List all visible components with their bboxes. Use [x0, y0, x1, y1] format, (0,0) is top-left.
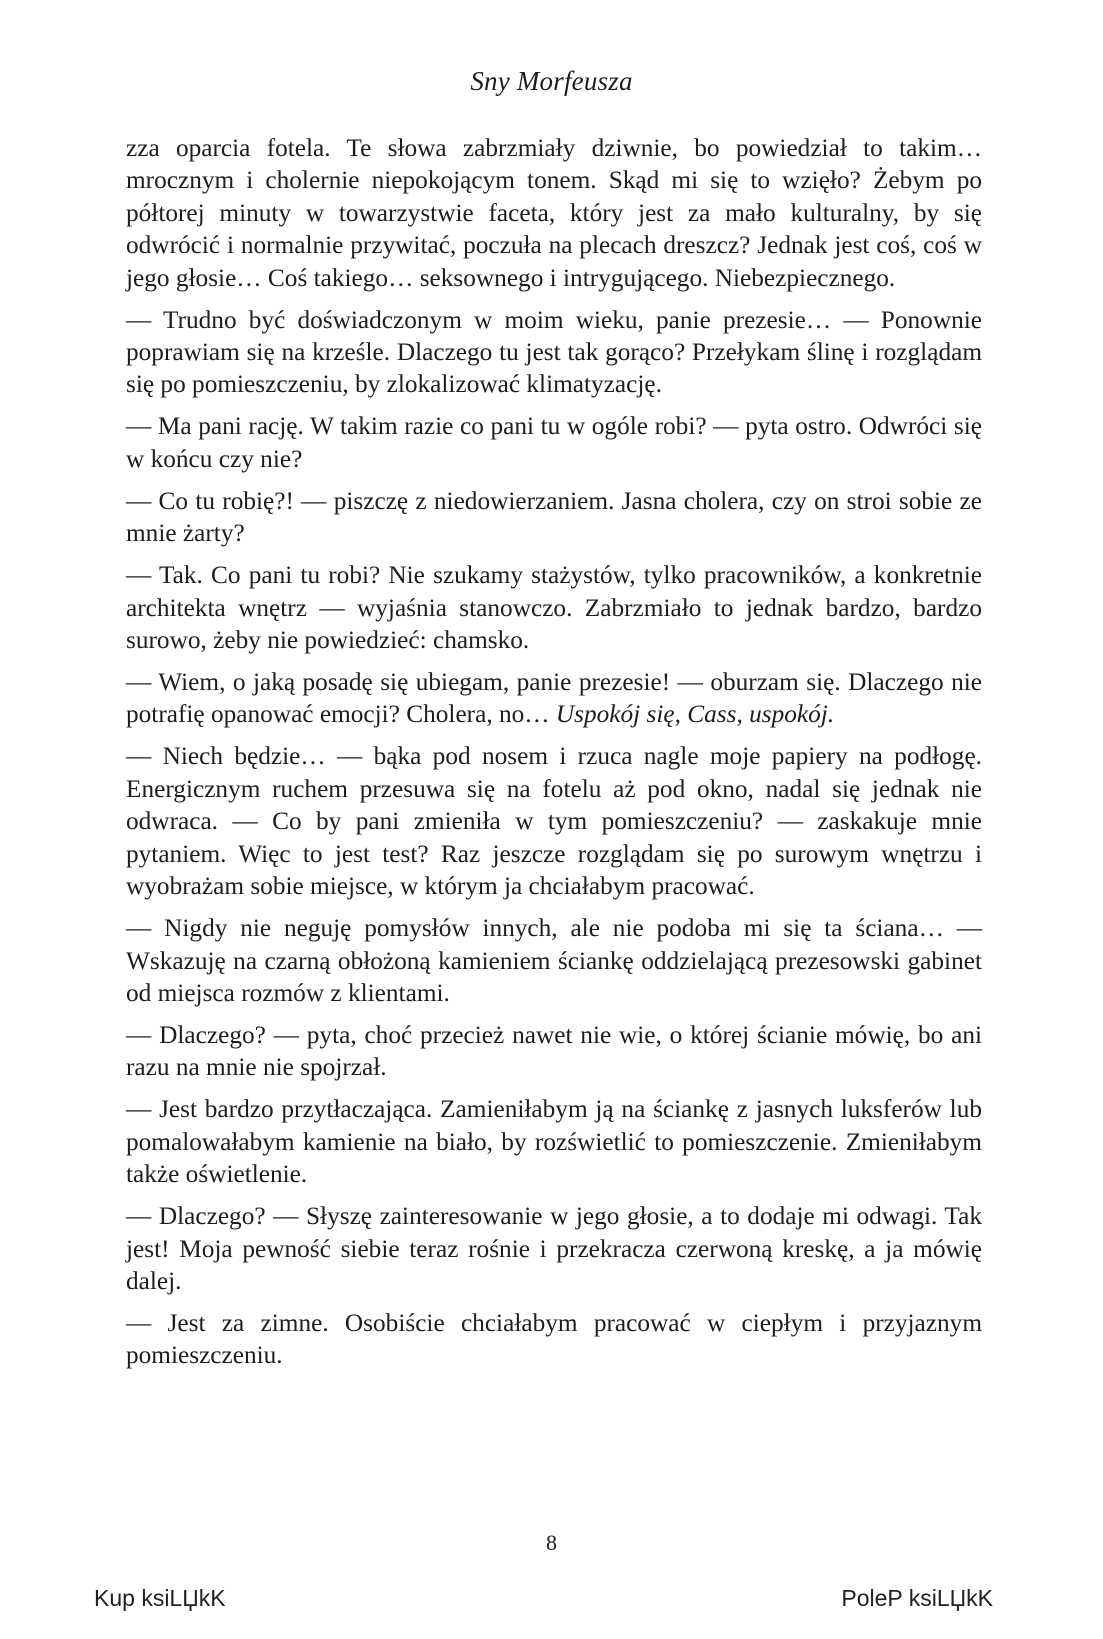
page-number: 8: [546, 1530, 557, 1555]
paragraph-text: — Nigdy nie neguję pomysłów innych, ale nie podoba mi się ta ściana… — Wskazuję na czarną obłożoną kamieniem ściankę oddzielającą prezesowski gabinet od miejsca rozmów z klientami.: [126, 914, 982, 1007]
body-text: [126, 132, 982, 1381]
paragraph: [126, 1307, 982, 1372]
paragraph: [126, 485, 982, 550]
paragraph: [126, 132, 982, 294]
paragraph: [126, 666, 982, 731]
paragraph-text: — Ma pani rację. W takim razie co pani tu w ogóle robi? — pyta ostro. Odwróci się w końcu czy nie?: [126, 412, 982, 473]
footer-recommend-link[interactable]: PoleP ksiLЏkK: [841, 1585, 993, 1611]
paragraph-text: — Wiem, o jaką posadę się ubiegam, panie prezesie! — oburzam się. Dlaczego nie potrafię opanować emocji? Cholera, no…: [126, 668, 982, 729]
paragraph: [126, 1200, 982, 1297]
paragraph-text: zza oparcia fotela. Te słowa zabrzmiały dziwnie, bo powiedział to takim… mrocznym i cholernie niepokojącym tonem. Skąd mi się to wzięło? Żebym po półtorej minuty w towarzystwie faceta, który jest za mało kulturalny, by się odwrócić i normalnie przywitać, poczuła na plecach dreszcz? Jednak jest coś, coś w jego głosie… Coś takiego… seksownego i intrygującego. Niebezpiecznego.: [126, 134, 982, 292]
paragraph: [126, 410, 982, 475]
paragraph-text: — Dlaczego? — Słyszę zainteresowanie w jego głosie, a to dodaje mi odwagi. Tak jest! Moja pewność siebie teraz rośnie i przekracza czerwoną kreskę, a ja mówię dalej.: [126, 1202, 982, 1295]
paragraph: [126, 559, 982, 656]
paragraph: [126, 912, 982, 1009]
paragraph: [126, 1019, 982, 1084]
paragraph: [126, 1093, 982, 1190]
paragraph-text: — Niech będzie… — bąka pod nosem i rzuca nagle moje papiery na podłogę. Energicznym ruchem przesuwa się na fotelu aż pod okno, nadal się jednak nie odwraca. — Co by pani zmieniła w tym pomieszczeniu? — zaskakuje mnie pytaniem. Więc to jest test? Raz jeszcze rozglądam się po surowym wnętrzu i wyobrażam sobie miejsce, w którym ja chciałabym pracować.: [126, 742, 982, 901]
paragraph-text: — Dlaczego? — pyta, choć przecież nawet nie wie, o której ścianie mówię, bo ani razu na mnie nie spojrzał.: [126, 1020, 982, 1082]
paragraph-text: — Trudno być doświadczonym w moim wieku, panie prezesie… — Ponownie poprawiam się na krześle. Dlaczego tu jest tak gorąco? Przełykam ślinę i rozglądam się po pomieszczeniu, by zlokalizować klimatyzację.: [126, 305, 982, 399]
footer-buy-link[interactable]: Kup ksiLЏkK: [94, 1585, 226, 1611]
paragraph-text: — Jest bardzo przytłaczająca. Zamieniłabym ją na ściankę z jasnych luksferów lub pomalowałabym kamienie na biało, by rozświetlić to pomieszczenie. Zmieniłabym także oświetlenie.: [126, 1095, 982, 1189]
running-head-title: Sny Morfeusza: [470, 66, 633, 96]
paragraph-text: — Jest za zimne. Osobiście chciałabym pracować w ciepłym i przyjaznym pomieszczeniu.: [126, 1308, 982, 1370]
paragraph: [126, 740, 982, 902]
paragraph-text: — Co tu robię?! — piszczę z niedowierzaniem. Jasna cholera, czy on stroi sobie ze mnie żarty?: [126, 486, 982, 548]
paragraph: [126, 304, 982, 401]
paragraph-italic-text: Uspokój się, Cass, uspokój.: [555, 700, 835, 729]
paragraph-text: — Tak. Co pani tu robi? Nie szukamy stażystów, tylko pracowników, a konkretnie architekta wnętrz — wyjaśnia stanowczo. Zabrzmiało to jednak bardzo, bardzo surowo, żeby nie powiedzieć: chamsko.: [126, 561, 982, 655]
